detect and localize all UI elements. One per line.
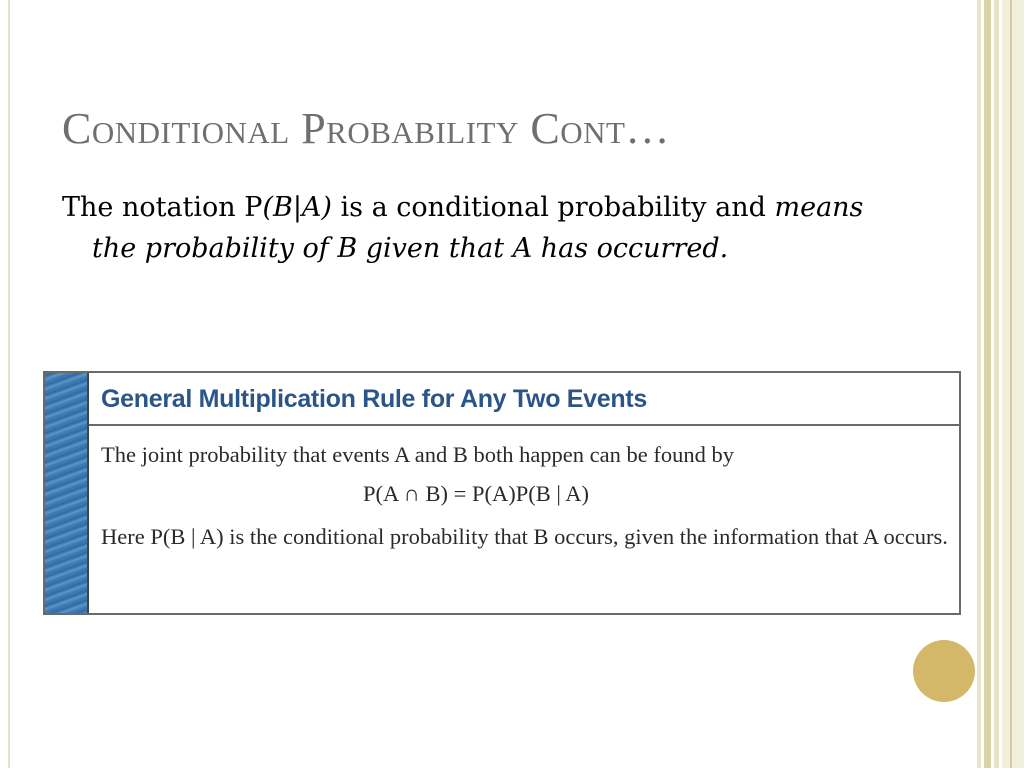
- rule-formula: P(A ∩ B) = P(A)P(B | A): [363, 481, 589, 506]
- rule-intro: The joint probability that events A and B both happen can be found by: [101, 442, 734, 467]
- accent-circle: [913, 640, 975, 702]
- notation-symbol: (B|A): [262, 192, 332, 223]
- notation-prefix: The notation P: [62, 192, 263, 223]
- right-decor-band: [984, 0, 991, 768]
- right-decor-band: [1010, 0, 1012, 768]
- rule-box-body: [101, 439, 951, 552]
- rule-box-header: [89, 373, 959, 426]
- left-border-rule: [8, 0, 10, 768]
- rule-box-heading: General Multiplication Rule for Any Two Events: [101, 385, 647, 413]
- rule-box: [43, 371, 961, 615]
- notation-mid: is a conditional probability and: [331, 192, 775, 223]
- slide-title: Conditional Probability Cont…: [62, 104, 670, 153]
- right-decor-band: [994, 0, 999, 768]
- rule-note: Here P(B | A) is the conditional probability that B occurs, given the information that A occurs.: [101, 524, 948, 549]
- right-decor-band: [1002, 0, 1024, 768]
- rule-box-stripe: [45, 373, 89, 613]
- notation-paragraph: [62, 187, 892, 269]
- notation-definition: means the probability of B given that A has occurred.: [92, 192, 864, 264]
- right-decor-band: [977, 0, 981, 768]
